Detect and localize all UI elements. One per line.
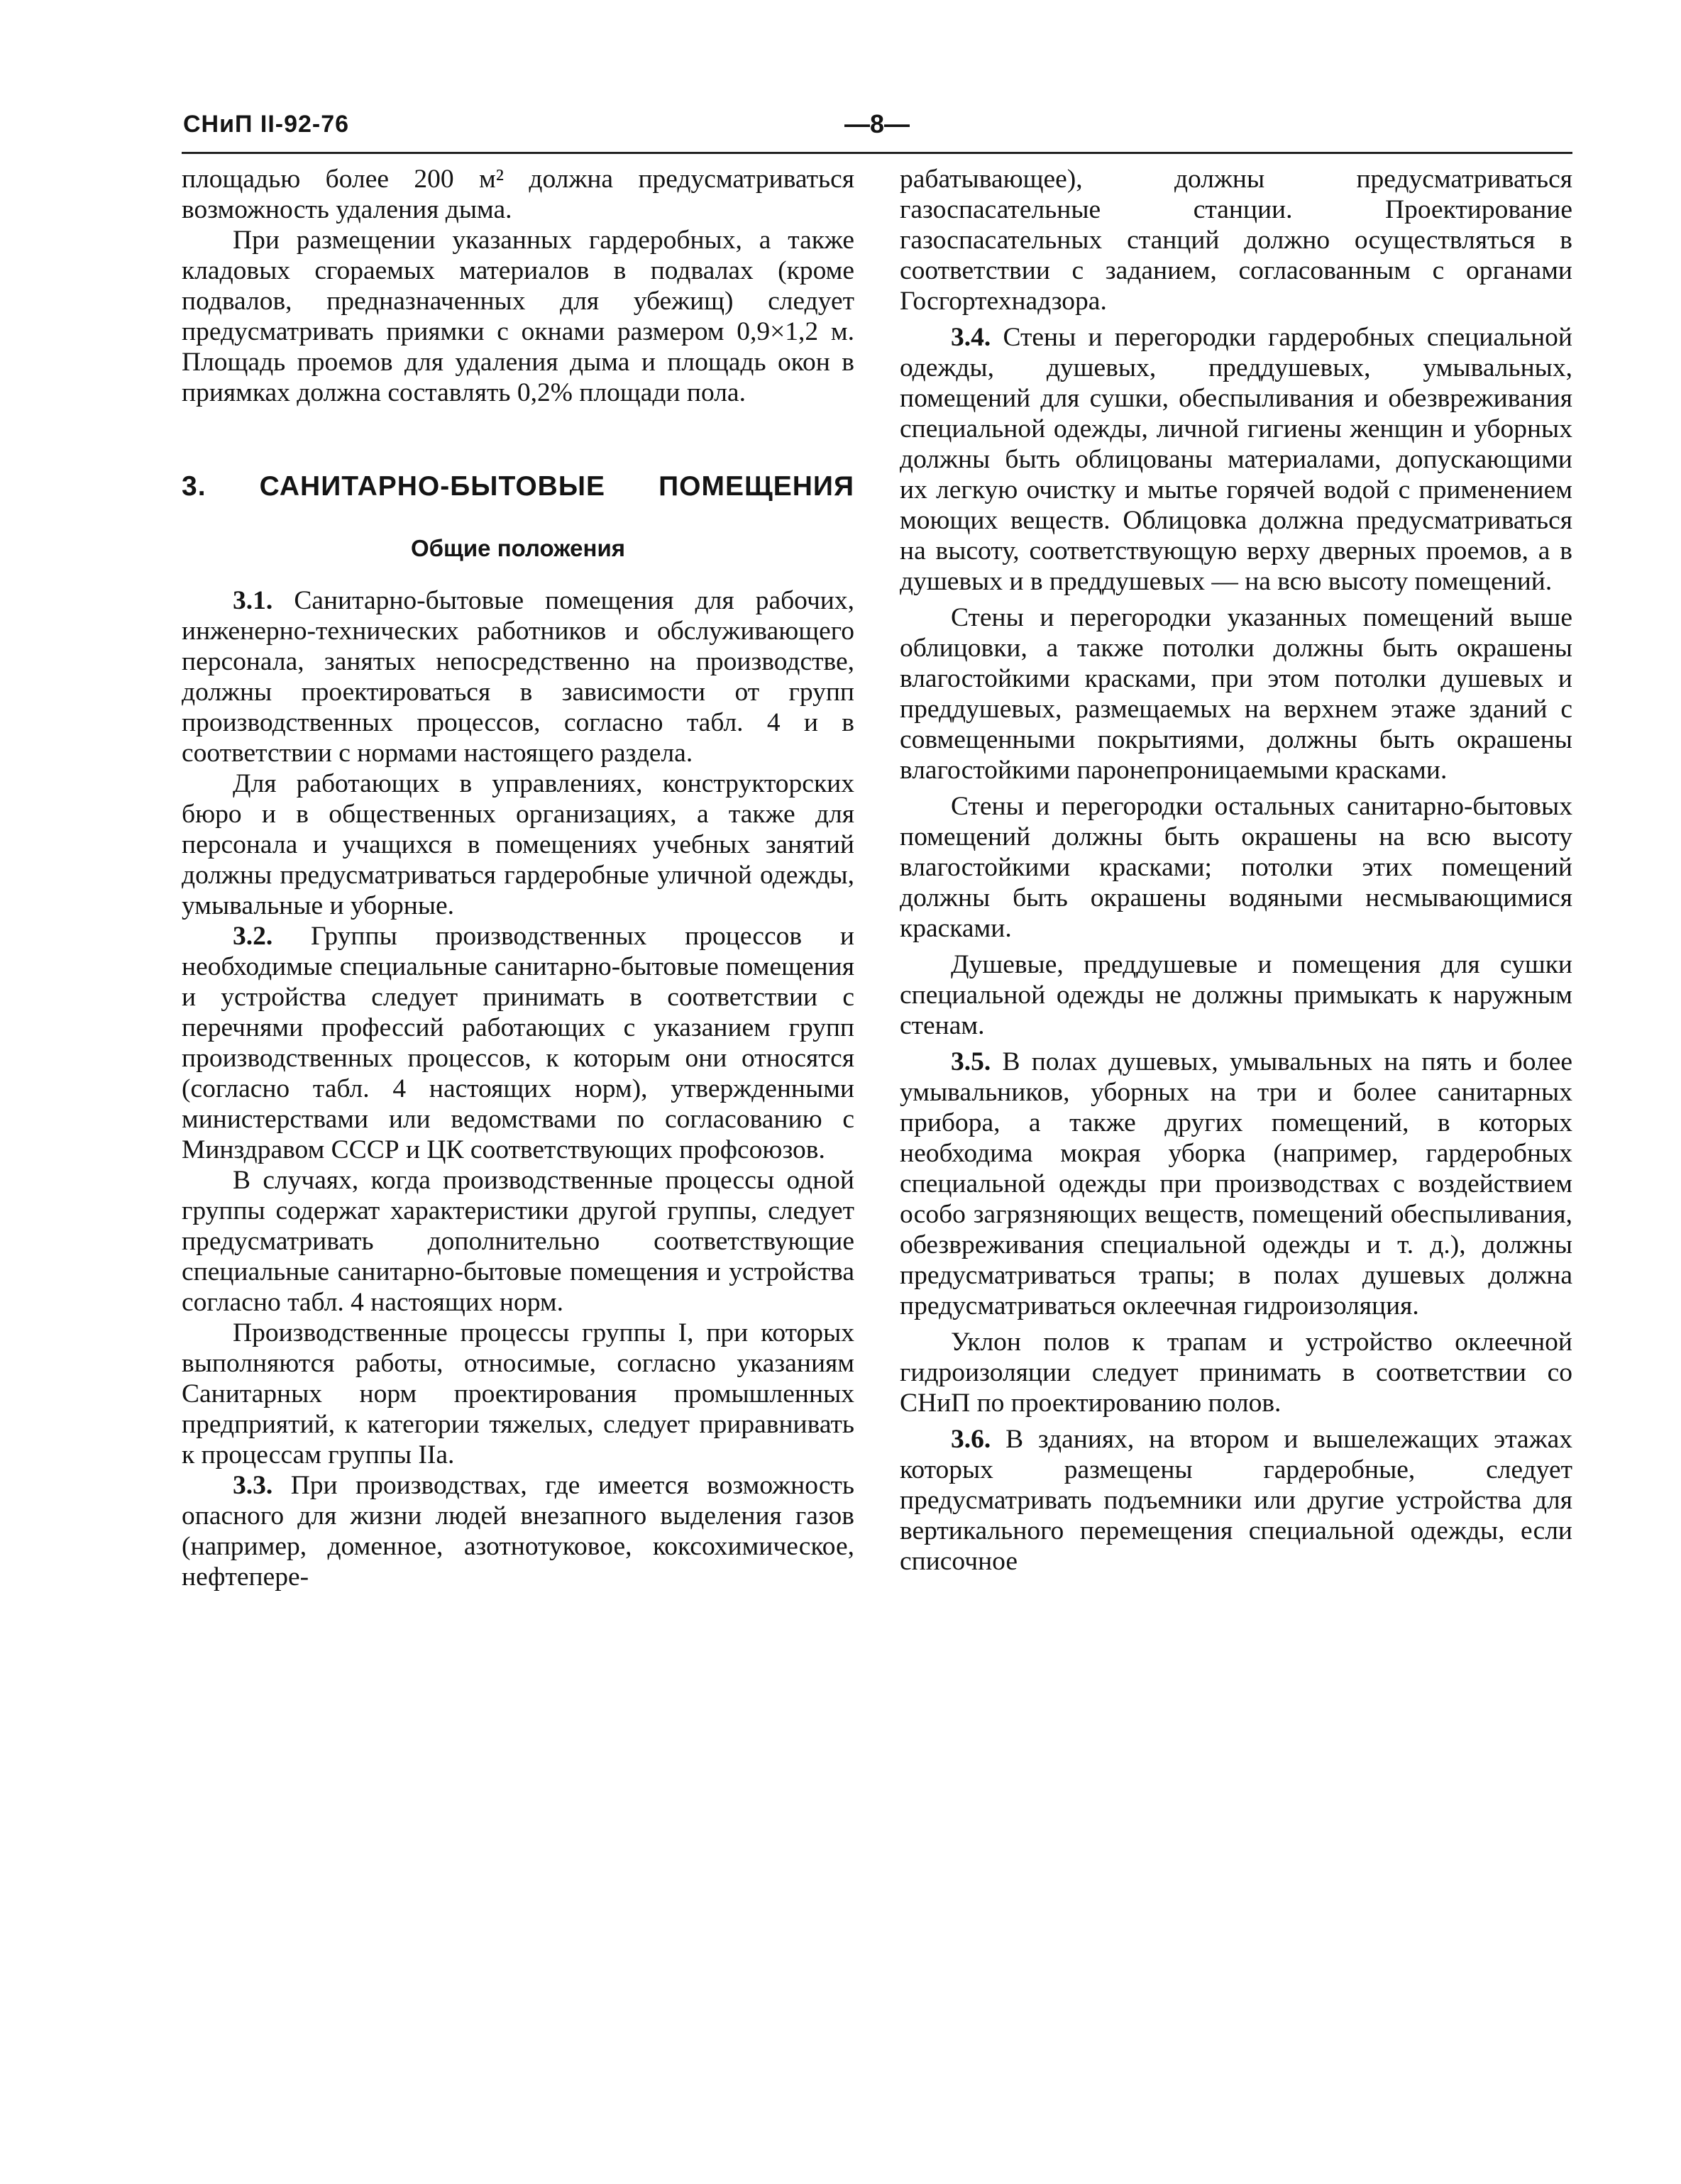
right-column xyxy=(900,164,1572,1592)
document-code: СНиП II-92-76 xyxy=(183,111,350,138)
paragraph-other-walls: Стены и перегородки остальных санитарно-бытовых помещений должны быть окрашены на всю высоту влагостойкими красками; потолки этих помещений должны быть окрашены водяными несмывающимися красками. xyxy=(900,792,1572,943)
clause-text: При производствах, где имеется возможность опасного для жизни людей внезапного выделения газов (например, доменное, азотнотуковое, коксохимическое, нефтепере- xyxy=(182,1471,855,1592)
clause-text: Группы производственных процессов и необходимые специальные санитарно-бытовые помещения и устройства следует принимать в соответствии с перечнями профессий работающих с указанием групп производственных процессов, к которым они относятся (согласно табл. 4 настоящих норм), утвержденными министерствами или ведомствами по согласованию с Минздравом СССР и ЦК соответствующих профсоюзов. xyxy=(182,922,855,1164)
page-number: —8— xyxy=(844,109,910,138)
clause-3-6 xyxy=(900,1424,1572,1577)
paragraph-group-one: Производственные процессы группы I, при которых выполняются работы, относимые, согласно указаниям Санитарных норм проектирования промышленных предприятий, к категории тяжелых, следует приравнивать к процессам группы IIа. xyxy=(182,1318,854,1469)
clause-number: 3.4. xyxy=(951,323,991,352)
clause-number: 3.1. xyxy=(233,586,273,615)
clause-text: В полах душевых, умывальных на пять и более умывальников, уборных на три и более санитарных прибора, а также других помещений, в которых необходима мокрая уборка (например, гардеробных специальной одежды при производствах с воздействием особо загрязняющих веществ, помещений обеспыливания, обезвреживания специальной одежды и т. д.), должны предусматриваться трапы; в полах душевых должна предусматриваться оклеечная гидроизоляция. xyxy=(900,1047,1572,1320)
clause-3-1 xyxy=(182,585,854,768)
clause-3-2 xyxy=(182,921,854,1165)
section-title: 3. САНИТАРНО-БЫТОВЫЕ ПОМЕЩЕНИЯ xyxy=(182,471,854,502)
running-header xyxy=(182,106,1572,154)
paragraph-showers: Душевые, преддушевые и помещения для сушки специальной одежды не должны примыкать к наружным стенам. xyxy=(900,950,1572,1040)
paragraph-other-group: В случаях, когда производственные процессы одной группы содержат характеристики другой группы, следует предусматривать дополнительно соответствующие специальные санитарно-бытовые помещения и устройства согласно табл. 4 настоящих норм. xyxy=(182,1166,854,1317)
paragraph-basement-wardrobes: При размещении указанных гардеробных, а также кладовых сгораемых материалов в подвалах (кроме подвалов, предназначенных для убежищ) следует предусматривать приямки с окнами размером 0,9×1,2 м. Площадь проемов для удаления дыма и площадь окон в приямках должна составлять 0,2% площади пола. xyxy=(182,226,854,407)
clause-3-3 xyxy=(182,1470,854,1592)
paragraph-offices: Для работающих в управлениях, конструкторских бюро и в общественных организациях, а также для персонала и учащихся в помещениях учебных занятий должны предусматриваться гардеробные уличной одежды, умывальные и уборные. xyxy=(182,769,854,920)
clause-text: Санитарно-бытовые помещения для рабочих, инженерно-технических работников и обслуживающего персонала, занятых непосредственно на производстве, должны проектироваться в зависимости от групп производственных процессов, согласно табл. 4 и в соответствии с нормами настоящего раздела. xyxy=(182,586,855,768)
clause-number: 3.2. xyxy=(233,922,273,951)
left-column xyxy=(182,164,854,1592)
paragraph-walls-above: Стены и перегородки указанных помещений выше облицовки, а также потолки должны быть окрашены влагостойкими красками, при этом потолки душевых и преддушевых, размещаемых на верхнем этаже зданий с совмещенными покрытиями, должны быть окрашены влагостойкими паронепроницаемыми красками. xyxy=(900,603,1572,785)
document-page xyxy=(182,106,1572,1592)
clause-number: 3.6. xyxy=(951,1425,991,1454)
clause-number: 3.5. xyxy=(951,1047,991,1076)
clause-text: В зданиях, на втором и вышележащих этажах которых размещены гардеробные, следует предусматривать подъемники или другие устройства для вертикального перемещения специальной одежды, если списочное xyxy=(900,1425,1573,1576)
paragraph-continued: площадью более 200 м² должна предусматриваться возможность удаления дыма. xyxy=(182,165,854,224)
two-column-body xyxy=(182,164,1572,1592)
clause-3-5 xyxy=(900,1047,1572,1321)
clause-number: 3.3. xyxy=(233,1471,273,1500)
paragraph-floor-slope: Уклон полов к трапам и устройство оклеечной гидроизоляции следует принимать в соответствии со СНиП по проектированию полов. xyxy=(900,1328,1572,1418)
clause-3-4 xyxy=(900,322,1572,597)
subsection-title: Общие положения xyxy=(410,535,625,561)
paragraph-continued: рабатывающее), должны предусматриваться газоспасательные станции. Проектирование газоспасательных станций должно осуществляться в соответствии с заданием, согласованным с органами Госгортехнадзора. xyxy=(900,165,1572,316)
clause-text: Стены и перегородки гардеробных специальной одежды, душевых, преддушевых, умывальных, помещений для сушки, обеспыливания и обезвреживания специальной одежды, личной гигиены женщин и уборных должны быть облицованы материалами, допускающими их легкую очистку и мытье горячей водой с применением моющих веществ. Облицовка должна предусматриваться на высоту, соответствующую верху дверных проемов, а в душевых и в преддушевых — на всю высоту помещений. xyxy=(900,323,1572,596)
